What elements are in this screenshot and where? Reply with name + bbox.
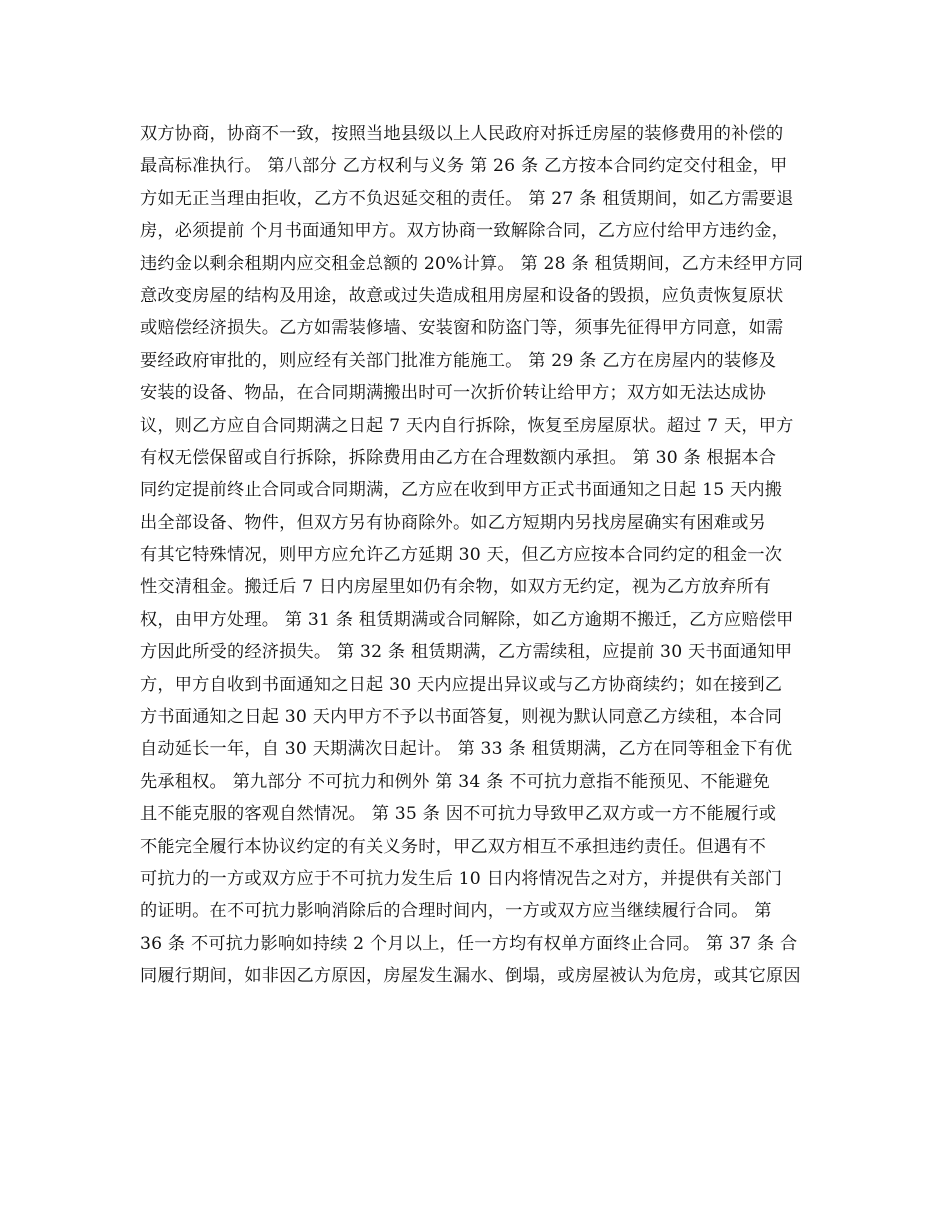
text-line: 有其它特殊情况，则甲方应允许乙方延期 30 天，但乙方应按本合同约定的租金一次 [140,545,783,566]
text-line: 要经政府审批的，则应经有关部门批准方能施工。 第 29 条 乙方在房屋内的装修及 [140,350,777,371]
text-line: 议，则乙方应自合同期满之日起 7 天内自行拆除，恢复至房屋原状。超过 7 天，甲方 [140,415,794,436]
text-line: 双方协商，协商不一致，按照当地县级以上人民政府对拆迁房屋的装修费用的补偿的 [140,124,784,144]
text-line: 权，由甲方处理。 第 31 条 租赁期满或合同解除，如乙方逾期不搬迁，乙方应赔偿甲 [140,609,794,630]
text-line: 有权无偿保留或自行拆除，拆除费用由乙方在合理数额内承担。 第 30 条 根据本合 [140,447,777,468]
text-line: 房，必须提前 个月书面通知甲方。双方协商一致解除合同，乙方应付给甲方违约金， [140,221,790,242]
text-line: 安装的设备、物品，在合同期满搬出时可一次折价转让给甲方；双方如无法达成协 [140,383,766,404]
text-line: 出全部设备、物件，但双方另有协商除外。如乙方短期内另找房屋确实有困难或另 [140,512,766,533]
text-line: 意改变房屋的结构及用途，故意或过失造成租用房屋和设备的毁损，应负责恢复原状 [140,285,784,306]
text-line: 方如无正当理由拒收，乙方不负迟延交租的责任。 第 27 条 租赁期间，如乙方需要退 [140,188,794,209]
text-line: 先承租权。 第九部分 不可抗力和例外 第 34 条 不可抗力意指不能预见、不能避免 [140,771,771,792]
text-line: 自动延长一年，自 30 天期满次日起计。 第 33 条 租赁期满，乙方在同等租金下有优 [140,739,793,760]
text-line: 方因此所受的经济损失。 第 32 条 租赁期满，乙方需续租，应提前 30 天书面通知甲 [140,642,793,663]
text-line: 性交清租金。搬迁后 7 日内房屋里如仍有余物，如双方无约定，视为乙方放弃所有 [140,577,772,598]
text-line: 方，甲方自收到书面通知之日起 30 天内应提出异议或与乙方协商续约；如在接到乙 [140,674,783,695]
text-line: 的证明。在不可抗力影响消除后的合理时间内，一方或双方应当继续履行合同。 第 [140,901,772,922]
text-line: 不能完全履行本协议约定的有关义务时，甲乙双方相互不承担违约责任。但遇有不 [140,836,766,857]
text-line: 违约金以剩余租期内应交租金总额的 20%计算。 第 28 条 租赁期间，乙方未经甲方同 [140,253,804,274]
text-line: 或赔偿经济损失。乙方如需装修墙、安装窗和防盗门等，须事先征得甲方同意，如需 [140,318,784,339]
text-line: 同约定提前终止合同或合同期满，乙方应在收到甲方正式书面通知之日起 15 天内搬 [140,480,783,501]
contract-text-block [140,118,812,993]
text-line: 同履行期间，如非因乙方原因，房屋发生漏水、倒塌，或房屋被认为危房，或其它原因 [140,966,801,987]
text-line: 方书面通知之日起 30 天内甲方不予以书面答复，则视为默认同意乙方续租，本合同 [140,707,783,728]
text-line: 36 条 不可抗力影响如持续 2 个月以上，任一方均有权单方面终止合同。 第 37 条 合 [140,933,798,954]
text-line: 最高标准执行。 第八部分 乙方权利与义务 第 26 条 乙方按本合同约定交付租金，甲 [140,156,788,177]
text-line: 且不能克服的客观自然情况。 第 35 条 因不可抗力导致甲乙双方或一方不能履行或 [140,804,777,825]
text-line: 可抗力的一方或双方应于不可抗力发生后 10 日内将情况告之对方，并提供有关部门 [140,868,783,889]
